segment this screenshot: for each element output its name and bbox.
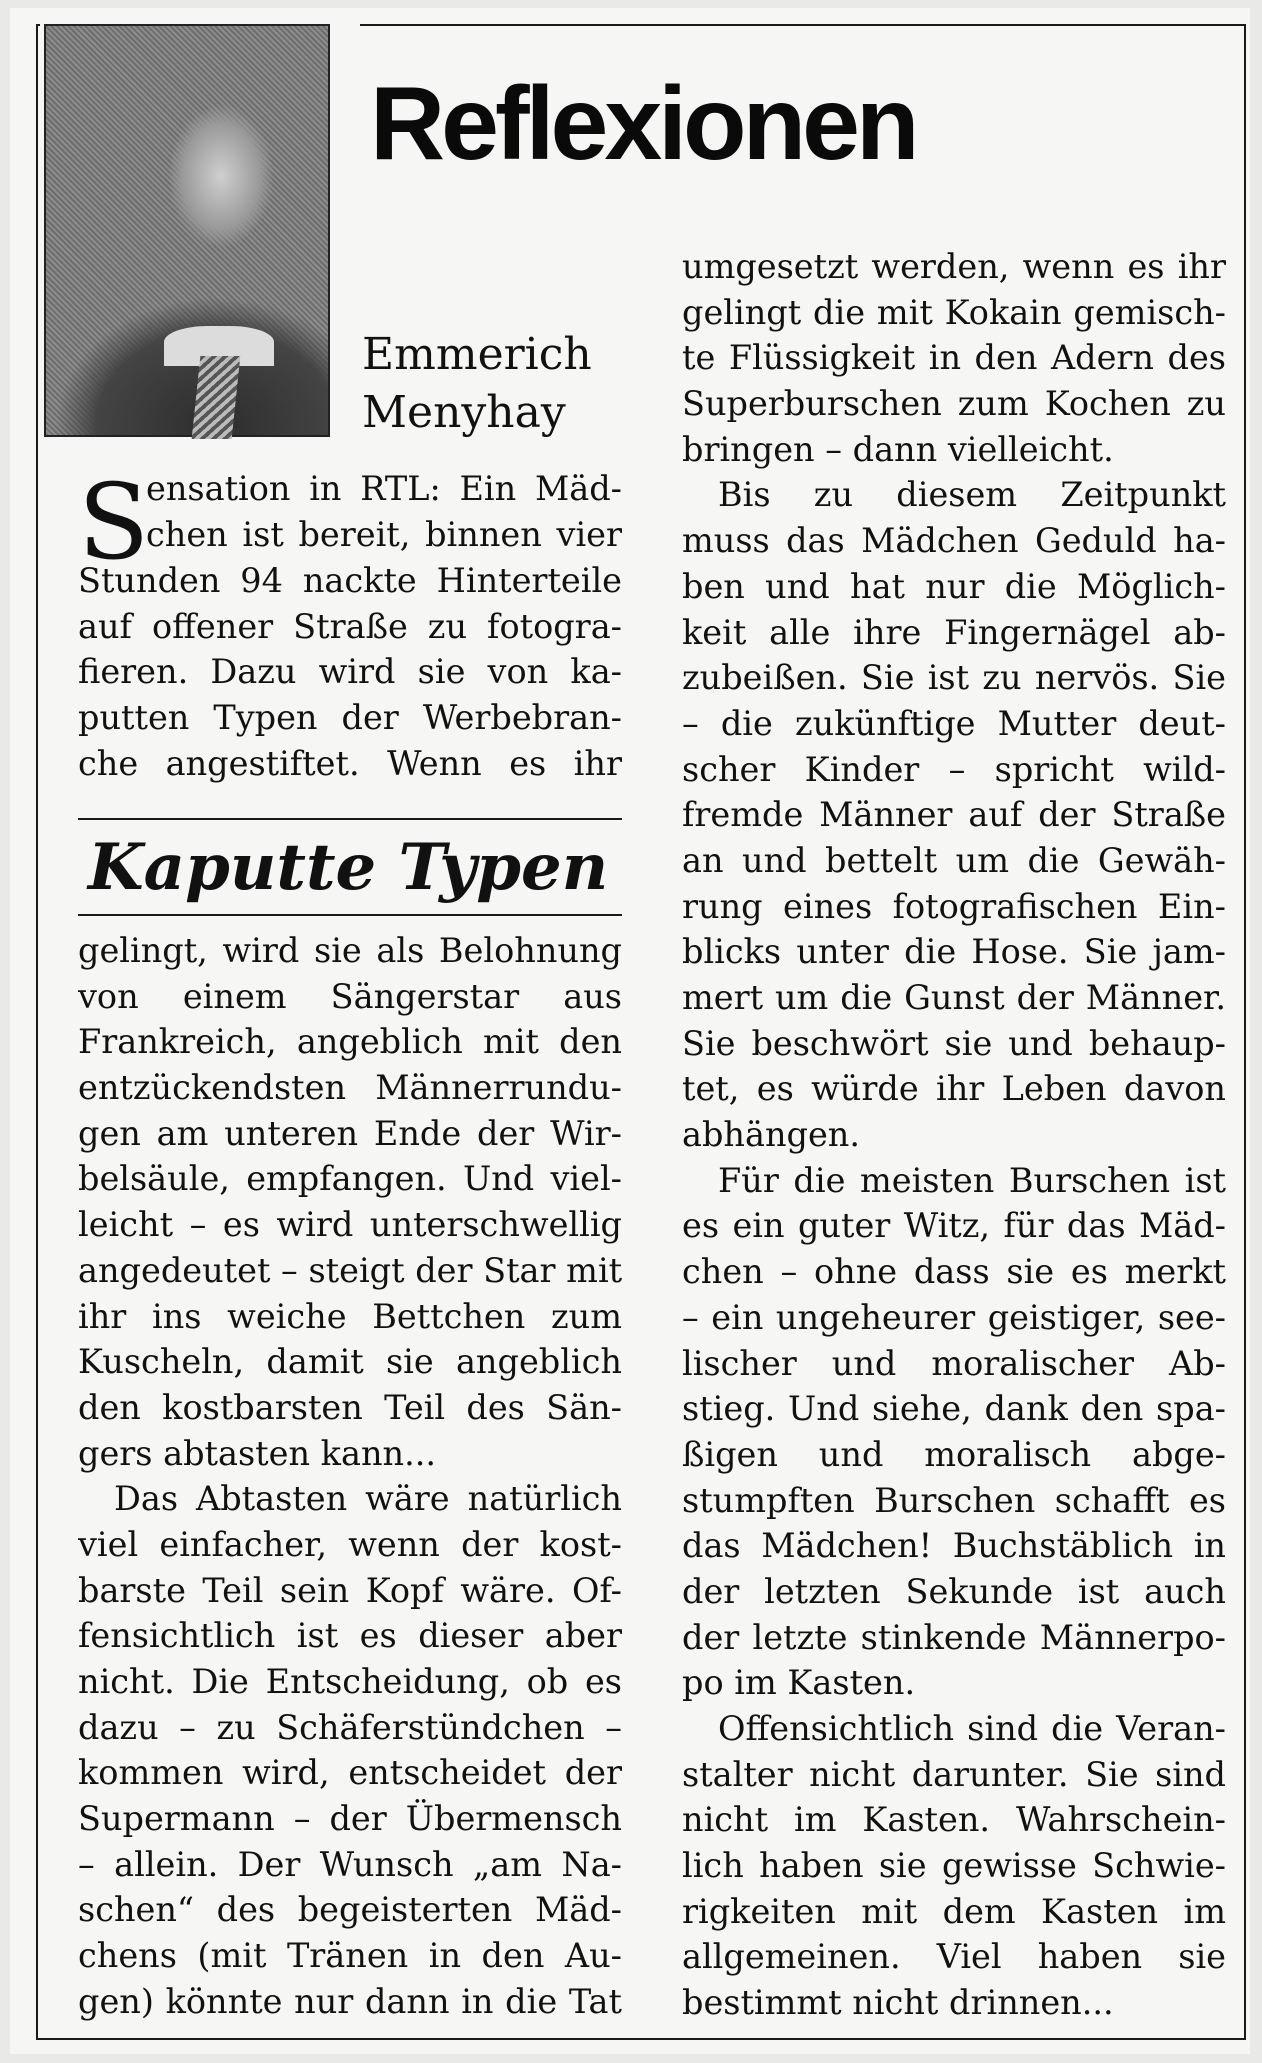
text-line: kommen wird, entscheidet der <box>78 1753 622 1793</box>
text-line: muss das Mädchen Geduld ha- <box>682 521 1226 561</box>
text-line: putten Typen der Werbebran- <box>78 698 622 738</box>
text-line: leicht – es wird unterschwellig <box>78 1205 622 1245</box>
author-first-name: Emmerich <box>362 329 592 380</box>
text-line: schen“ des begeisterten Mäd- <box>78 1890 622 1930</box>
text-line: chen ist bereit, binnen vier <box>146 514 622 554</box>
text-line: blicks unter die Hose. Sie jam- <box>682 932 1226 972</box>
text-line: belsäule, empfangen. Und viel- <box>78 1159 622 1199</box>
drop-cap: S <box>78 461 150 583</box>
left-column-part-a <box>78 558 622 786</box>
text-line: dazu – zu Schäferstündchen – <box>78 1707 622 1747</box>
text-line: lischer und moralischer Ab- <box>682 1343 1226 1383</box>
text-line: zubeißen. Sie ist zu nervös. Sie <box>682 658 1226 698</box>
text-line: – ein ungeheurer geistiger, see- <box>682 1297 1226 1337</box>
text-line: Bis zu diesem Zeitpunkt <box>718 475 1226 515</box>
text-line: gers abtasten kann... <box>78 1433 437 1473</box>
text-line: das Mädchen! Buchstäblich in <box>682 1526 1226 1566</box>
text-line: fieren. Dazu wird sie von ka- <box>78 652 622 692</box>
text-line: von einem Sängerstar aus <box>78 976 622 1016</box>
text-line: – allein. Der Wunsch „am Na- <box>78 1844 622 1884</box>
text-line: der letzten Sekunde ist auch <box>682 1571 1226 1611</box>
text-line: auf offener Straße zu fotogra- <box>78 606 622 646</box>
text-line: es ein guter Witz, für das Mäd- <box>682 1206 1226 1246</box>
text-line: che angestiftet. Wenn es ihr <box>78 743 622 783</box>
text-line: – die zukünftige Mutter deut- <box>682 703 1226 743</box>
text-line: ßigen und moralisch abge- <box>682 1434 1226 1474</box>
text-line: umgesetzt werden, wenn es ihr <box>682 247 1226 286</box>
text-line: gen) könnte nur dann in die Tat <box>78 1981 622 2021</box>
subheadline: Kaputte Typen <box>88 830 609 905</box>
text-line: ensation in RTL: Ein Mäd- <box>146 469 622 508</box>
text-line: Supermann – der Übermensch <box>78 1799 622 1839</box>
text-line: rigkeiten mit dem Kasten im <box>682 1891 1226 1931</box>
text-line: entzückendsten Männerrundu- <box>78 1068 622 1108</box>
text-line: nicht. Die Entscheidung, ob es <box>78 1662 622 1701</box>
author-photo-tie <box>192 356 241 439</box>
text-line: an und bettelt um die Gewäh- <box>682 840 1226 880</box>
text-line: der letzte stinkende Männerpo- <box>682 1617 1226 1657</box>
text-line: gelingt die mit Kokain gemisch- <box>682 292 1226 332</box>
text-line: Kuscheln, damit sie angeblich <box>78 1342 622 1382</box>
text-line: bringen – dann vielleicht. <box>682 429 1114 469</box>
text-line: Das Abtasten wäre natürlich <box>114 1479 622 1519</box>
author-byline <box>362 326 592 442</box>
text-line: nicht im Kasten. Wahrschein- <box>682 1800 1226 1840</box>
text-line: ben und hat nur die Möglich- <box>682 566 1226 606</box>
subhead-rule-top <box>78 818 622 820</box>
text-line: keit alle ihre Fingernägel ab- <box>682 612 1226 652</box>
left-column-part-b <box>78 928 622 2025</box>
text-line: ihr ins weiche Bettchen zum <box>78 1296 622 1336</box>
right-column <box>682 244 1226 2026</box>
text-line: Frankreich, angeblich mit den <box>78 1022 622 1062</box>
text-line: Für die meisten Burschen ist <box>718 1160 1226 1200</box>
text-line: barste Teil sein Kopf wäre. Of- <box>78 1570 622 1610</box>
author-last-name: Menyhay <box>362 387 566 438</box>
text-line: viel einfacher, wenn der kost- <box>78 1524 622 1564</box>
text-line: lich haben sie gewisse Schwie- <box>682 1846 1226 1886</box>
text-line: rung eines fotografischen Ein- <box>682 886 1226 926</box>
text-line: Superburschen zum Kochen zu <box>682 384 1226 424</box>
text-line: chens (mit Tränen in den Au- <box>78 1936 622 1976</box>
text-line: abhängen. <box>682 1115 861 1155</box>
text-line: Offensichtlich sind die Veran- <box>718 1709 1226 1748</box>
text-line: stalter nicht darunter. Sie sind <box>682 1754 1226 1794</box>
subhead-rule-bottom <box>78 914 622 916</box>
text-line: scher Kinder – spricht wild- <box>682 749 1226 789</box>
text-line: Stunden 94 nackte Hinterteile <box>78 561 622 600</box>
text-line: stieg. Und siehe, dank den spa- <box>682 1389 1226 1429</box>
text-line: allgemeinen. Viel haben sie <box>682 1937 1226 1977</box>
text-line: tet, es würde ihr Leben davon <box>682 1069 1226 1109</box>
text-line: fensichtlich ist es dieser aber <box>78 1616 622 1656</box>
text-line: chen – ohne dass sie es merkt <box>682 1252 1226 1292</box>
text-line: gelingt, wird sie als Belohnung <box>78 931 622 970</box>
text-line: stumpften Burschen schafft es <box>682 1480 1226 1520</box>
text-line: bestimmt nicht drinnen... <box>682 1983 1114 2023</box>
text-line: fremde Männer auf der Straße <box>682 795 1226 835</box>
newspaper-clipping <box>10 8 1250 2054</box>
intro-lines <box>146 466 622 557</box>
text-line: mert um die Gunst der Männer. <box>682 978 1226 1017</box>
text-line: angedeutet – steigt der Star mit <box>78 1250 622 1290</box>
text-line: Sie beschwört sie und behaup- <box>682 1023 1226 1063</box>
text-line: den kostbarsten Teil des Sän- <box>78 1387 622 1427</box>
text-line: te Flüssigkeit in den Adern des <box>682 338 1226 378</box>
text-line: gen am unteren Ende der Wir- <box>78 1113 622 1153</box>
column-title: Reflexionen <box>370 66 916 182</box>
author-photo <box>44 24 330 437</box>
text-line: po im Kasten. <box>682 1663 916 1703</box>
